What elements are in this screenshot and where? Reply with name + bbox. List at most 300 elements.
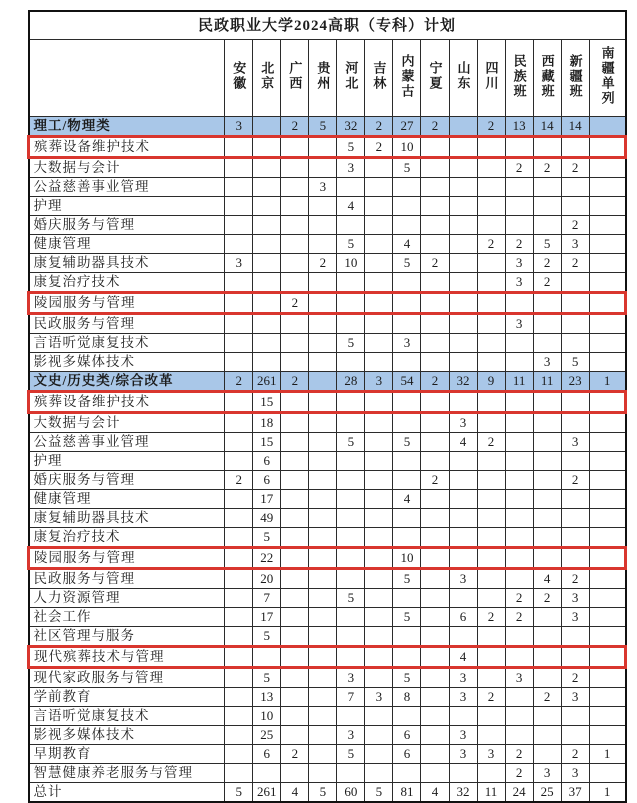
value-cell [309,433,337,452]
value-cell [449,392,477,413]
value-cell: 2 [421,117,449,137]
value-cell [589,764,625,783]
value-cell: 11 [477,783,505,803]
value-cell: 2 [225,372,253,392]
value-cell: 3 [449,745,477,764]
value-cell: 2 [561,668,589,688]
value-cell [505,293,533,314]
value-cell [533,392,561,413]
value-cell [449,334,477,353]
value-cell [309,471,337,490]
value-cell [421,137,449,158]
value-cell [421,608,449,627]
value-cell: 2 [533,688,561,707]
major-name-cell: 社区管理与服务 [29,627,225,647]
value-cell: 2 [505,764,533,783]
value-cell [589,197,625,216]
value-cell [589,509,625,528]
value-cell [561,137,589,158]
value-cell [281,452,309,471]
table-row [29,197,626,216]
column-header-label: 广西 [287,61,303,91]
value-cell [449,197,477,216]
value-cell [281,668,309,688]
value-cell [449,509,477,528]
value-cell [337,627,365,647]
value-cell: 3 [365,372,393,392]
table-row [29,216,626,235]
major-name-cell: 陵园服务与管理 [29,548,225,569]
value-cell [253,117,281,137]
value-cell [589,490,625,509]
major-name-cell: 康复辅助器具技术 [29,509,225,528]
column-header-label: 内蒙古 [399,53,415,99]
value-cell [561,273,589,293]
value-cell [281,509,309,528]
value-cell [505,548,533,569]
value-cell [561,314,589,334]
value-cell [281,528,309,548]
value-cell: 2 [477,433,505,452]
value-cell [253,197,281,216]
value-cell [365,216,393,235]
value-cell [225,548,253,569]
value-cell [365,452,393,471]
value-cell [561,197,589,216]
value-cell [365,471,393,490]
value-cell [309,668,337,688]
major-name-cell: 智慧健康养老服务与管理 [29,764,225,783]
value-cell [449,528,477,548]
value-cell [253,254,281,273]
value-cell [365,273,393,293]
value-cell [365,392,393,413]
value-cell [281,137,309,158]
value-cell [337,764,365,783]
value-cell [505,528,533,548]
value-cell: 20 [253,569,281,589]
value-cell [561,707,589,726]
value-cell: 24 [505,783,533,803]
value-cell: 5 [393,254,421,273]
value-cell [449,273,477,293]
value-cell [449,471,477,490]
value-cell [533,413,561,433]
value-cell [309,235,337,254]
value-cell: 81 [393,783,421,803]
value-cell: 4 [533,569,561,589]
value-cell [365,314,393,334]
value-cell [505,707,533,726]
value-cell [421,764,449,783]
value-cell: 5 [337,137,365,158]
value-cell [225,528,253,548]
value-cell: 2 [281,745,309,764]
value-cell: 14 [561,117,589,137]
value-cell [309,647,337,668]
table-row [29,471,626,490]
value-cell: 6 [253,745,281,764]
value-cell [589,569,625,589]
major-name-cell: 总计 [29,783,225,803]
value-cell [477,254,505,273]
value-cell [365,707,393,726]
value-cell: 5 [253,668,281,688]
value-cell: 2 [477,608,505,627]
value-cell [449,452,477,471]
value-cell: 7 [337,688,365,707]
value-cell [449,158,477,178]
value-cell [253,216,281,235]
value-cell: 32 [449,372,477,392]
value-cell: 60 [337,783,365,803]
value-cell: 3 [449,688,477,707]
value-cell [561,334,589,353]
value-cell [281,216,309,235]
table-row [29,688,626,707]
total-row [29,783,626,803]
value-cell [393,178,421,197]
value-cell: 22 [253,548,281,569]
value-cell [477,314,505,334]
value-cell [365,254,393,273]
value-cell [589,668,625,688]
value-cell [505,452,533,471]
value-cell [449,764,477,783]
value-cell [421,235,449,254]
major-name-cell: 康复治疗技术 [29,528,225,548]
column-header [561,40,589,117]
value-cell: 2 [533,273,561,293]
value-cell: 10 [393,137,421,158]
value-cell [281,548,309,569]
value-cell: 5 [393,608,421,627]
table-row [29,726,626,745]
value-cell [449,707,477,726]
value-cell [505,627,533,647]
value-cell [253,314,281,334]
value-cell: 2 [533,589,561,608]
value-cell [589,528,625,548]
value-cell [309,452,337,471]
value-cell [281,178,309,197]
value-cell [365,745,393,764]
value-cell [253,764,281,783]
value-cell [365,764,393,783]
major-name-cell: 言语听觉康复技术 [29,334,225,353]
value-cell [309,413,337,433]
major-name-cell: 婚庆服务与管理 [29,216,225,235]
value-cell [393,627,421,647]
major-name-cell: 社会工作 [29,608,225,627]
value-cell [281,764,309,783]
value-cell [505,137,533,158]
value-cell: 3 [449,726,477,745]
value-cell: 4 [449,647,477,668]
table-row [29,254,626,273]
value-cell [533,293,561,314]
value-cell [505,353,533,372]
value-cell [393,589,421,608]
value-cell [589,608,625,627]
value-cell [309,314,337,334]
table-row [29,158,626,178]
value-cell [225,764,253,783]
column-header-label: 河北 [343,61,359,91]
major-name-cell: 护理 [29,197,225,216]
value-cell [337,608,365,627]
major-name-cell: 大数据与会计 [29,158,225,178]
value-cell [281,688,309,707]
value-cell [281,334,309,353]
value-cell: 5 [533,235,561,254]
value-cell: 25 [253,726,281,745]
value-cell [393,764,421,783]
value-cell [337,490,365,509]
table-row [29,293,626,314]
value-cell [589,235,625,254]
value-cell [421,452,449,471]
value-cell [421,548,449,569]
value-cell: 5 [393,433,421,452]
value-cell: 3 [337,158,365,178]
value-cell: 3 [561,235,589,254]
value-cell [393,471,421,490]
value-cell [561,293,589,314]
value-cell [281,413,309,433]
value-cell [477,293,505,314]
column-header-label: 山东 [455,61,471,91]
value-cell [561,490,589,509]
value-cell [589,433,625,452]
value-cell [421,293,449,314]
major-name-cell: 健康管理 [29,490,225,509]
column-header [505,40,533,117]
value-cell [281,471,309,490]
value-cell [589,314,625,334]
column-header-row [29,40,626,117]
value-cell [561,528,589,548]
value-cell: 5 [253,627,281,647]
value-cell [337,452,365,471]
value-cell [421,569,449,589]
value-cell [421,413,449,433]
value-cell [477,668,505,688]
value-cell [421,668,449,688]
table-title-row [29,11,626,40]
value-cell [589,707,625,726]
value-cell: 2 [533,254,561,273]
value-cell [449,178,477,197]
value-cell [337,471,365,490]
value-cell [477,569,505,589]
value-cell: 2 [421,372,449,392]
value-cell [365,158,393,178]
value-cell [309,569,337,589]
value-cell: 3 [225,254,253,273]
value-cell [393,392,421,413]
value-cell: 17 [253,608,281,627]
table-row [29,548,626,569]
value-cell [449,548,477,569]
value-cell [589,548,625,569]
value-cell [365,293,393,314]
value-cell: 2 [561,745,589,764]
value-cell [449,589,477,608]
value-cell [337,707,365,726]
value-cell [225,490,253,509]
major-name-cell: 大数据与会计 [29,413,225,433]
value-cell [365,353,393,372]
value-cell: 11 [505,372,533,392]
value-cell [393,707,421,726]
value-cell [309,158,337,178]
table-row [29,608,626,627]
value-cell [477,452,505,471]
table-row [29,627,626,647]
value-cell [337,548,365,569]
value-cell: 14 [533,117,561,137]
value-cell: 32 [449,783,477,803]
value-cell: 2 [505,589,533,608]
value-cell [225,707,253,726]
value-cell: 13 [253,688,281,707]
value-cell [365,528,393,548]
value-cell: 1 [589,745,625,764]
value-cell [225,334,253,353]
value-cell [533,334,561,353]
value-cell: 6 [253,452,281,471]
value-cell [477,137,505,158]
column-header-label: 安徽 [231,61,247,91]
column-header [477,40,505,117]
value-cell [589,353,625,372]
value-cell [309,726,337,745]
value-cell [365,668,393,688]
table-row [29,569,626,589]
value-cell [421,353,449,372]
value-cell: 28 [337,372,365,392]
value-cell [533,197,561,216]
value-cell [281,353,309,372]
value-cell: 5 [337,334,365,353]
value-cell [225,235,253,254]
value-cell: 4 [281,783,309,803]
table-row [29,647,626,668]
value-cell: 3 [337,668,365,688]
value-cell [589,589,625,608]
value-cell [281,235,309,254]
value-cell: 5 [253,528,281,548]
column-header [393,40,421,117]
value-cell [337,353,365,372]
table-row [29,528,626,548]
table-row [29,452,626,471]
value-cell [533,178,561,197]
value-cell [533,726,561,745]
table-row [29,235,626,254]
table-row [29,707,626,726]
value-cell [477,726,505,745]
table-row [29,589,626,608]
value-cell [281,589,309,608]
value-cell [225,433,253,452]
value-cell [393,509,421,528]
value-cell: 8 [393,688,421,707]
value-cell [449,314,477,334]
column-header-label: 西藏班 [539,53,555,99]
value-cell [421,726,449,745]
value-cell [561,413,589,433]
value-cell [561,452,589,471]
value-cell [281,433,309,452]
value-cell [505,197,533,216]
value-cell [337,413,365,433]
value-cell: 3 [561,688,589,707]
value-cell: 2 [477,235,505,254]
value-cell: 261 [253,372,281,392]
value-cell [533,433,561,452]
value-cell [449,117,477,137]
value-cell [477,334,505,353]
value-cell [281,647,309,668]
column-header [421,40,449,117]
value-cell [421,158,449,178]
value-cell: 4 [421,783,449,803]
value-cell [421,745,449,764]
value-cell: 2 [561,254,589,273]
value-cell: 2 [281,372,309,392]
value-cell [533,647,561,668]
value-cell: 3 [561,608,589,627]
major-name-cell: 护理 [29,452,225,471]
value-cell [505,490,533,509]
value-cell [281,608,309,627]
value-cell [589,178,625,197]
value-cell [589,254,625,273]
value-cell [225,688,253,707]
table-row [29,334,626,353]
value-cell [589,334,625,353]
value-cell: 1 [589,783,625,803]
value-cell [477,413,505,433]
value-cell [309,528,337,548]
value-cell: 2 [309,254,337,273]
value-cell [477,589,505,608]
section-header-cell: 文史/历史类/综合改革 [29,372,225,392]
value-cell [421,273,449,293]
value-cell: 4 [393,235,421,254]
column-header-label: 四川 [483,61,499,91]
page-title: 民政职业大学2024高职（专科）计划 [29,11,626,40]
value-cell [337,216,365,235]
value-cell [337,569,365,589]
table-row [29,392,626,413]
value-cell [309,490,337,509]
value-cell [365,509,393,528]
value-cell: 10 [253,707,281,726]
value-cell [337,392,365,413]
value-cell [505,726,533,745]
value-cell [589,117,625,137]
value-cell: 5 [393,158,421,178]
value-cell: 3 [561,433,589,452]
value-cell [309,216,337,235]
value-cell [281,392,309,413]
column-header [533,40,561,117]
value-cell: 23 [561,372,589,392]
value-cell [365,647,393,668]
